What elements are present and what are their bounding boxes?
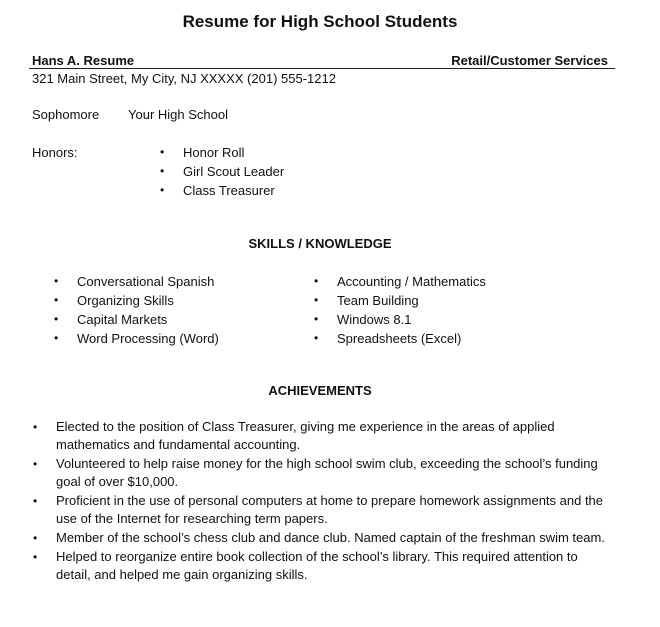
bullet-icon: •	[33, 550, 38, 564]
bullet-icon: •	[314, 312, 319, 326]
contact-line: 321 Main Street, My City, NJ XXXXX (201) 555-1212	[32, 71, 336, 86]
list-item: • Team Building	[314, 293, 419, 308]
bullet-icon: •	[54, 312, 59, 326]
list-item: • Organizing Skills	[54, 293, 174, 308]
bullet-icon: •	[160, 145, 165, 159]
skills-heading: SKILLS / KNOWLEDGE	[248, 236, 392, 251]
bullet-icon: •	[160, 164, 165, 178]
list-item: • Capital Markets	[54, 312, 168, 327]
school-name: Your High School	[128, 107, 228, 122]
bullet-icon: •	[54, 331, 59, 345]
list-item: • Member of the school’s chess club and dance club. Named captain of the freshman swim team.	[33, 530, 605, 545]
list-item: • Accounting / Mathematics	[314, 274, 486, 289]
applicant-name: Hans A. Resume	[32, 53, 135, 68]
document-title: Resume for High School Students	[182, 12, 458, 31]
bullet-icon: •	[160, 183, 165, 197]
bullet-icon: •	[314, 331, 319, 345]
header-divider	[29, 68, 615, 69]
list-item: • Proficient in the use of personal computers at home to prepare homework assignments and the use of the Internet for researching term papers.	[33, 493, 604, 526]
bullet-icon: •	[33, 457, 38, 471]
achievements-list	[33, 418, 616, 585]
skills-list-left	[54, 272, 219, 348]
bullet-icon: •	[314, 293, 319, 307]
honors-label: Honors:	[32, 145, 78, 160]
target-role: Retail/Customer Services	[451, 53, 608, 68]
skills-list-right	[314, 272, 486, 348]
grade-level: Sophomore	[32, 107, 100, 122]
bullet-icon: •	[54, 274, 59, 288]
bullet-icon: •	[33, 531, 38, 545]
bullet-icon: •	[33, 420, 38, 434]
bullet-icon: •	[33, 494, 38, 508]
list-item: • Windows 8.1	[314, 312, 412, 327]
list-item: • Class Treasurer	[160, 183, 275, 198]
list-item: • Spreadsheets (Excel)	[314, 331, 462, 346]
honors-list	[160, 143, 285, 200]
list-item: • Conversational Spanish	[54, 274, 215, 289]
list-item: • Word Processing (Word)	[54, 331, 219, 346]
list-item: • Elected to the position of Class Treasurer, giving me experience in the areas of applied mathematics and fundamental accounting.	[33, 419, 555, 452]
list-item: • Girl Scout Leader	[160, 164, 285, 179]
bullet-icon: •	[54, 293, 59, 307]
list-item: • Volunteered to help raise money for the high school swim club, exceeding the school’s funding goal of over $10,000.	[33, 456, 598, 489]
list-item: • Helped to reorganize entire book collection of the school’s library. This required attention to detail, and helped me gain organizing skills.	[33, 549, 578, 582]
achievements-heading: ACHIEVEMENTS	[268, 383, 372, 398]
list-item: • Honor Roll	[160, 145, 245, 160]
bullet-icon: •	[314, 274, 319, 288]
